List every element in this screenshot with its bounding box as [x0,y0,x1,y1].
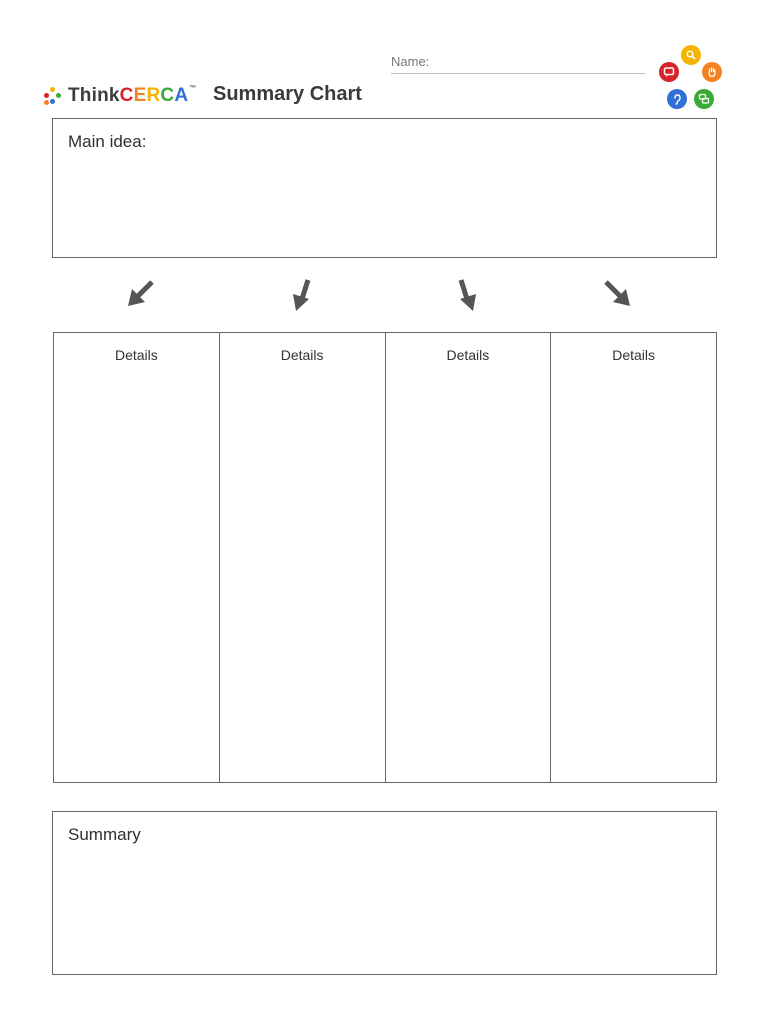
logo-cerca-letter: A [174,85,189,106]
details-column-label: Details [280,347,324,363]
magnifier-icon [681,45,701,65]
logo-cerca-letter: R [146,85,161,106]
details-column[interactable] [551,333,716,782]
arrow-down-left-icon [122,275,162,315]
details-column[interactable] [220,333,386,782]
page-title: Summary Chart [213,83,362,105]
details-column-label: Details [612,347,656,363]
hand-icon [702,62,722,82]
trademark-symbol: ™ [189,85,197,92]
logo-cerca-letter: E [133,85,147,106]
ear-icon [667,89,687,109]
details-table [53,332,717,783]
arrow-down-right-icon [597,275,637,315]
details-column-label: Details [114,347,158,363]
name-label: Name: [391,54,430,69]
chat-bubbles-icon [694,89,714,109]
name-field-line[interactable] [391,73,645,74]
thinkcerca-logo [44,84,196,108]
logo-think-text: Think [68,85,120,106]
logo-cerca-letter: C [119,85,134,106]
main-idea-box[interactable] [52,118,717,258]
logo-dots-icon [44,87,62,105]
main-idea-label: Main idea: [68,132,147,151]
details-column[interactable] [386,333,552,782]
details-column[interactable] [54,333,220,782]
summary-label: Summary [68,825,141,844]
speech-bubble-icon [659,62,679,82]
arrow-down-right-steep-icon [447,275,487,315]
summary-box[interactable] [52,811,717,975]
logo-wordmark [68,85,196,107]
arrow-down-left-steep-icon [282,275,322,315]
details-column-label: Details [446,347,490,363]
logo-cerca-letter: C [160,85,175,106]
